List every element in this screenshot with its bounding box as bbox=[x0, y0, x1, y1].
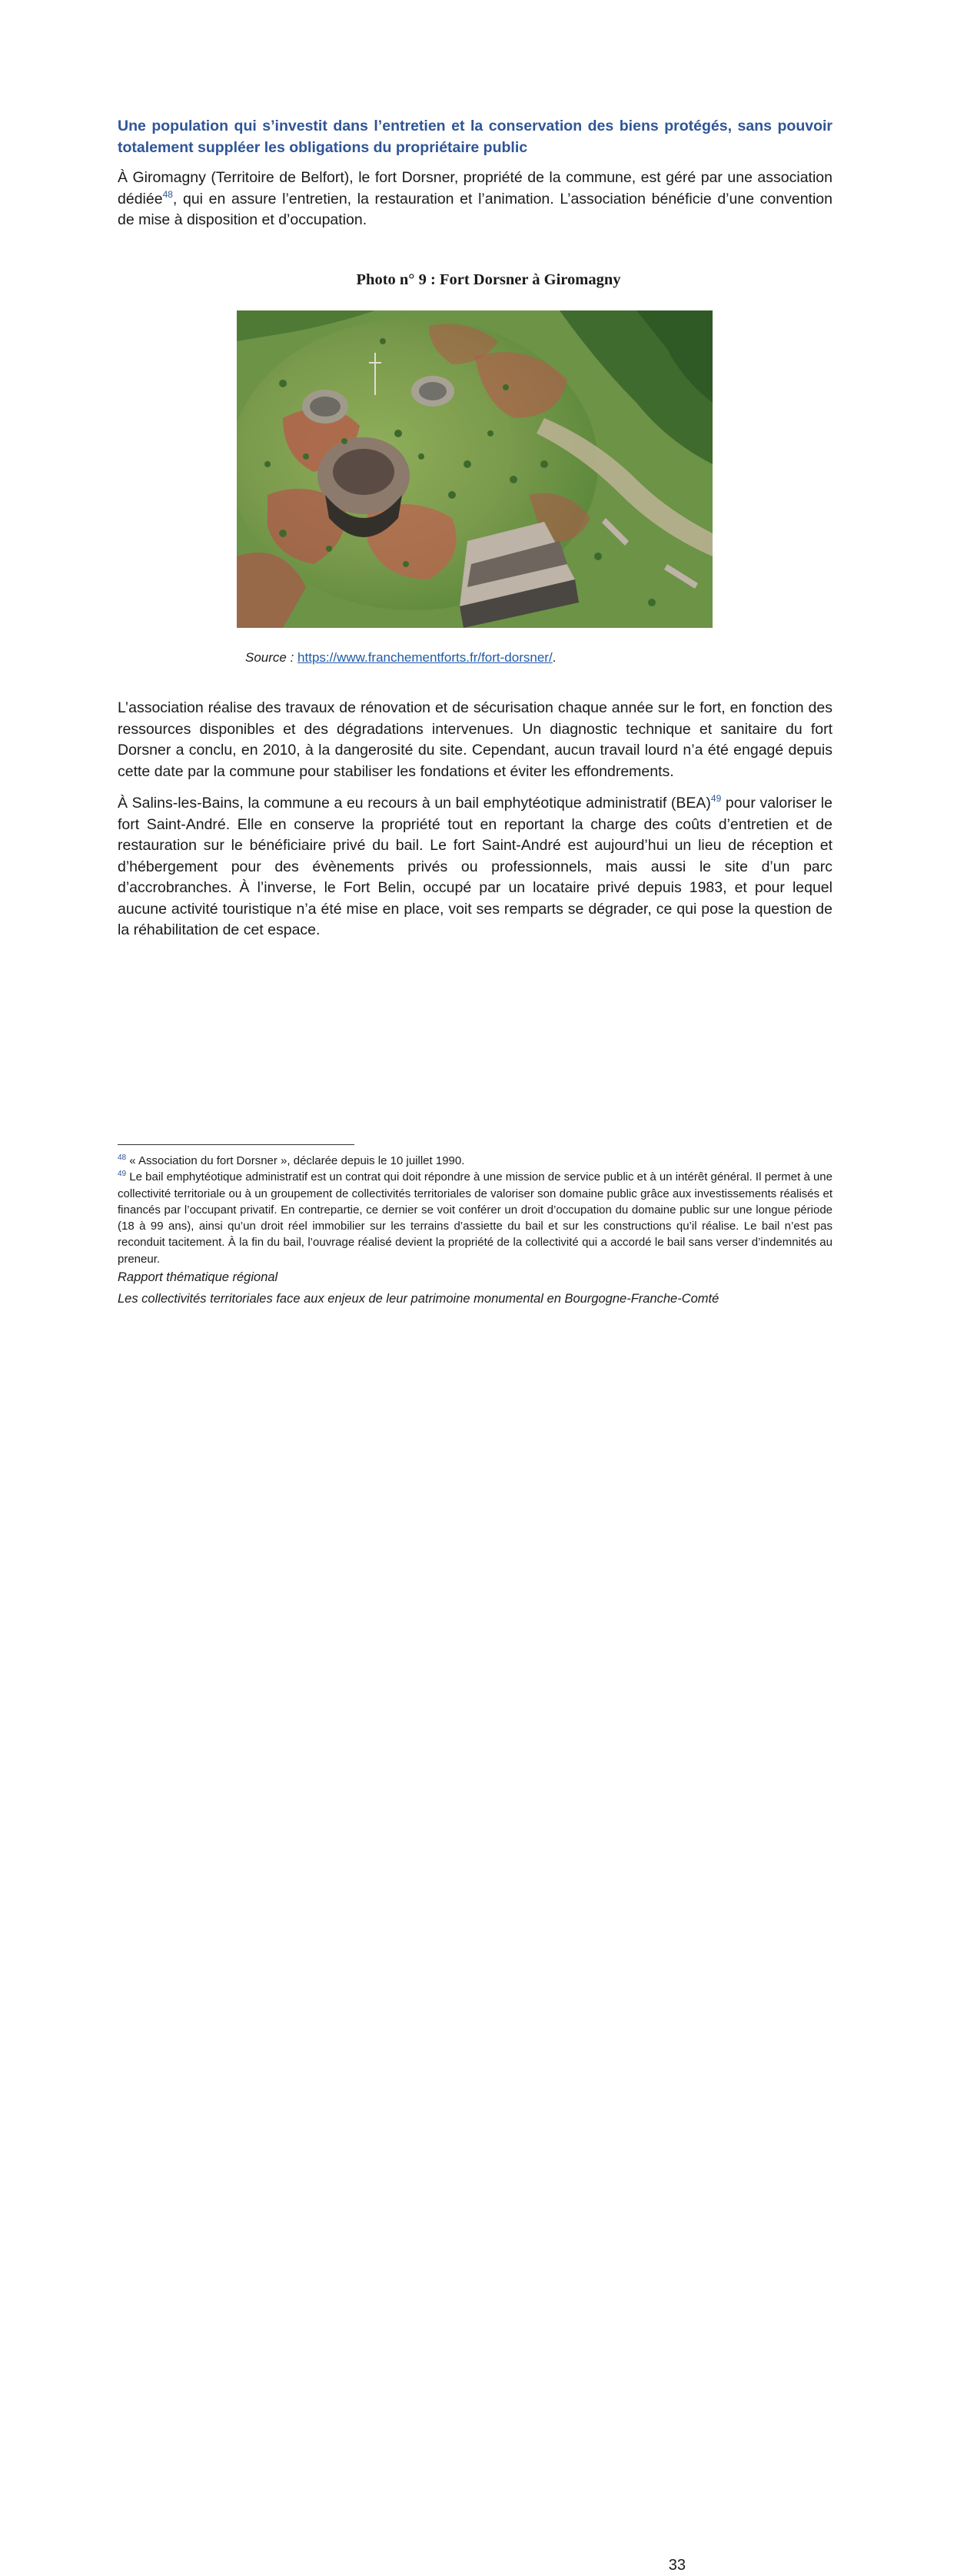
footer-report-subtitle: Les collectivités territoriales face aux enjeux de leur patrimoine monumental en Bourgogne-Franche-Comté bbox=[118, 1292, 719, 1306]
footnote-49 bbox=[118, 1169, 832, 1267]
fort-dorsner-aerial-photo bbox=[237, 310, 713, 628]
footnote-number: 48 bbox=[118, 1154, 127, 1162]
paragraph-text: pour valoriser le fort Saint-André. Elle en conserve la propriété tout en reportant la charge des coûts d’entretien et de restauration sur le bénéficiaire privé du bail. Le fort Saint-André est aujourd’hui un lieu de réception et d’hébergement pour des évènements privés ou professionnels, mais aussi le site d’un parc d’accrobranches. À l’inverse, le Fort Belin, occupé par un locataire privé depuis 1983, et pour lequel aucune activité touristique n’a été mise en place, voit ses remparts se dégrader, ce qui pose la question de la réhabilitation de cet espace. bbox=[118, 795, 832, 938]
paragraph-text: À Salins-les-Bains, la commune a eu recours à un bail emphytéotique administratif (BEA) bbox=[118, 795, 711, 812]
paragraph-association-works: L’association réalise des travaux de rénovation et de sécurisation chaque année sur le fort, en fonction des ressources disponibles et des dégradations intervenues. Un diagnostic technique et sanitaire du fort Dorsner a conclu, en 2010, à la dangerosité du site. Cependant, aucun travail lourd n’a été engagé depuis cette date par la commune pour stabiliser les fondations et éviter les effondrements. bbox=[118, 699, 832, 780]
footer-report-title: Rapport thématique régional bbox=[118, 1270, 278, 1284]
source-link[interactable]: https://www.franchementforts.fr/fort-dorsner/ bbox=[297, 650, 553, 665]
photo-title: Photo n° 9 : Fort Dorsner à Giromagny bbox=[356, 271, 621, 288]
source-label: Source : bbox=[245, 650, 294, 665]
footnote-48 bbox=[118, 1153, 832, 1169]
paragraph-text: , qui en assure l’entretien, la restauration et l’animation. L’association bénéficie d’une convention de mise à disposition et d’occupation. bbox=[118, 190, 832, 228]
footnote-number: 49 bbox=[118, 1170, 127, 1179]
paragraph-text: À Giromagny (Territoire de Belfort), le fort Dorsner, propriété de la commune, est géré par une association dédiée bbox=[118, 169, 832, 207]
photo-source bbox=[245, 650, 556, 666]
footnote-separator bbox=[118, 1144, 354, 1145]
page-number: 33 bbox=[668, 2557, 686, 2574]
footnotes bbox=[118, 1153, 832, 1267]
section-heading: Une population qui s’investit dans l’entretien et la conservation des biens protégés, sans pouvoir totalement suppléer les obligations du propriétaire public bbox=[118, 118, 832, 156]
footnote-text: Le bail emphytéotique administratif est un contrat qui doit répondre à une mission de service public et à un intérêt général. Il permet à une collectivité territoriale ou à un groupement de collectivités territoriales de valoriser son domaine public grâce aux investissements réalisés et financés par l’occupant privatif. En contrepartie, ce dernier se voit conférer un droit d’occupation du domaine public sur une longue période (18 à 99 ans), ainsi qu’un droit réel immobilier sur les terrains d’assiette du bail et sur les constructions qu’il réalise. Le bail n’est pas reconduit tacitement. À la fin du bail, l’ouvrage réalisé devient la propriété de la collectivité qui a accordé le bail sans verser d’indemnités au preneur. bbox=[118, 1170, 832, 1266]
page-footer bbox=[118, 1266, 832, 2574]
source-end: . bbox=[552, 650, 557, 665]
footnote-ref-48[interactable]: 48 bbox=[162, 188, 173, 200]
footnote-ref-49[interactable]: 49 bbox=[710, 793, 722, 804]
footnote-text: « Association du fort Dorsner », déclarée depuis le 10 juillet 1990. bbox=[126, 1154, 465, 1167]
paragraph-salins-les-bains bbox=[118, 793, 832, 941]
paragraph-giromagny bbox=[118, 168, 832, 231]
